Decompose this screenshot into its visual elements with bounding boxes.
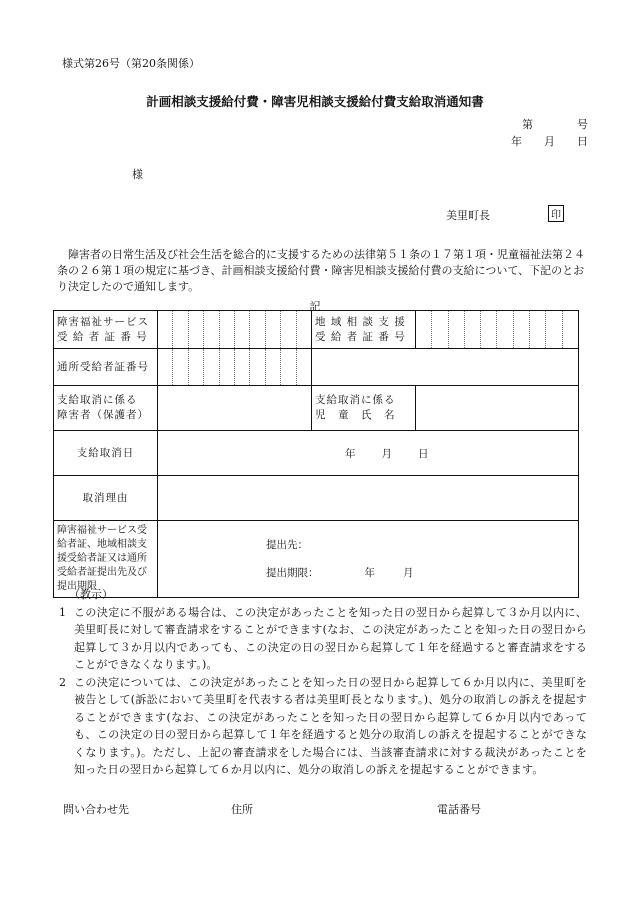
contact-phone: 電話番号 — [437, 803, 481, 816]
cancel-date-label: 支給取消日 — [54, 431, 158, 476]
submit-deadline: 提出期限： 年 月 — [266, 567, 414, 579]
cancel-person-label: 支給取消に係る 障害者（保護者） — [54, 386, 158, 431]
daycare-cert-label: 通所受給者証番号 — [54, 349, 158, 386]
instructions-heading: （教示） — [69, 588, 113, 601]
intro-paragraph: 障害者の日常生活及び社会生活を総合的に支援するための法律第５１条の１７第１項・児童福祉法第２４条の２６第１項の規定に基づき、計画相談支援給付費・障害児相談支援給付費の支給について、下記のとおり決定したので通知します。 — [57, 248, 585, 293]
document-date: 年 月 日 — [511, 135, 588, 148]
welfare-cert-number-field[interactable] — [158, 311, 312, 349]
daycare-cert-number-field[interactable] — [158, 349, 312, 386]
regional-cert-number-field[interactable] — [416, 311, 579, 349]
cancel-child-field[interactable] — [416, 386, 579, 431]
ki-heading: 記 — [309, 300, 321, 313]
reason-label: 取消理由 — [54, 476, 158, 521]
document-number: 第 号 — [522, 118, 588, 131]
instruction-item-1: 1 この決定に不服がある場合は、この決定があったことを知った日の翌日から起算して３か月以内に、美里町長に対して審査請求をすることができます(なお、この決定があったことを知った日の翌日から起算して３か月以内であっても、この決定の日の翌日から起算して１年を経過すると審査請求をすることができなくなります。)。 — [59, 605, 587, 671]
cancel-date-field[interactable]: 年 月 日 — [158, 431, 579, 476]
document-title: 計画相談支援給付費・障害児相談支援給付費支給取消通知書 — [146, 94, 484, 109]
contact-label: 問い合わせ先 — [63, 803, 129, 816]
contact-address: 住所 — [231, 803, 253, 816]
instructions — [57, 586, 587, 779]
form-number: 様式第26号（第20条関係） — [62, 57, 200, 70]
daycare-cert-blank — [312, 349, 579, 386]
welfare-cert-label: 障害福祉サービス 受 給 者 証 番 号 — [54, 311, 158, 349]
submit-label: 障害福祉サービス受給者証、地域相談支援受給者証又は通所受給者証提出先及び提出期限 — [54, 521, 158, 598]
seal-stamp: 印 — [548, 205, 564, 222]
reason-field[interactable] — [158, 476, 579, 521]
cancel-child-label: 支給取消に係る 児 童 氏 名 — [312, 386, 416, 431]
submit-to: 提出先： — [266, 539, 308, 551]
cancel-person-field[interactable] — [158, 386, 312, 431]
issuer-name: 美里町長 — [446, 209, 490, 222]
addressee: 様 — [132, 168, 143, 181]
details-table — [53, 310, 579, 598]
regional-cert-label: 地 域 相 談 支 援 受 給 者 証 番 号 — [312, 311, 416, 349]
instruction-item-2: 2 この決定については、この決定があったことを知った日の翌日から起算して６か月以内に、美里町を被告として(訴訟において美里町を代表する者は美里町長となります。)、処分の取消しの訴えを提起することができます(なお、この決定があったことを知った日の翌日から起算して６か月以内であっても、この決定の日の翌日から起算して１年を経過すると処分の取消しの訴えを提起することができなくなります。)。ただし、上記の審査請求をした場合には、当該審査請求に対する裁決があったことを知った日の翌日から起算して６か月以内に、処分の取消しの訴えを提起することができます。 — [59, 675, 587, 776]
